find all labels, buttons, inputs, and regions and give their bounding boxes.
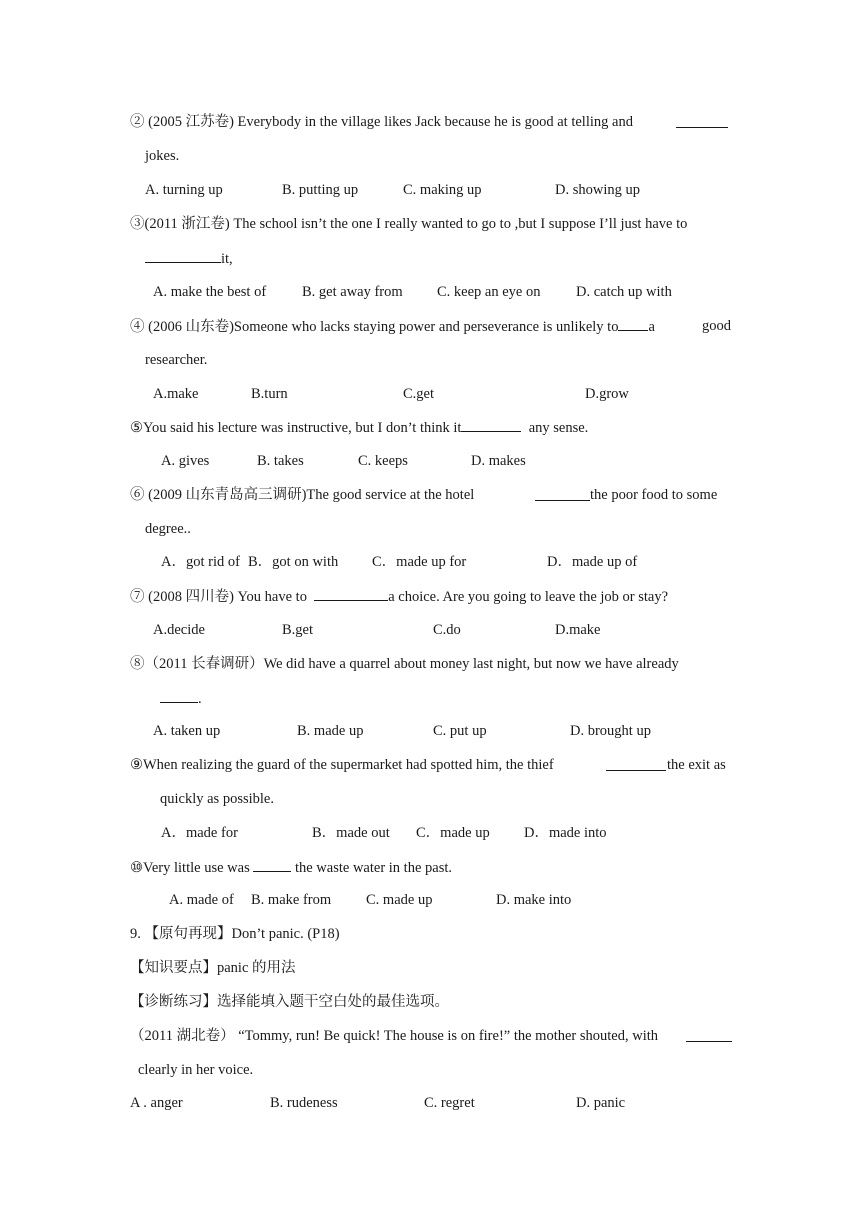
question-3-line1: ③(2011 浙江卷) The school isn’t the one I really wanted to go to ,but I suppose I’ll just have to [130,216,688,232]
option-d: D．made into [524,825,607,841]
option-b: B．got on with [248,554,339,570]
option-b: B.turn [251,386,288,402]
option-c: C. put up [433,723,487,739]
option-c: C. regret [424,1095,475,1111]
question-9-line1-start: ⑨When realizing the guard of the supermarket had spotted him, the thief [130,757,554,773]
question-text: . [198,691,202,707]
question-4-line1 [130,316,655,337]
option-a: A.make [153,386,199,402]
option-b: B. make from [251,892,332,908]
answer-blank [686,1027,732,1042]
option-a: A. gives [161,453,210,469]
practice-instruction: 【诊断练习】选择能填入题干空白处的最佳选项。 [130,994,449,1010]
question-6-line2: degree.. [145,521,191,537]
option-c: C.do [433,622,461,638]
option-d: D．made up of [547,554,638,570]
option-d: D. showing up [555,182,640,198]
question-text: ④ (2006 山东卷)Someone who lacks staying power and perseverance is unlikely to [130,319,619,335]
option-b: B．made out [312,825,390,841]
question-2-line2: jokes. [145,148,180,164]
question-text: ⑤You said his lecture was instructive, but I don’t think it [130,420,462,436]
question-10-line1 [130,857,452,878]
question-3-line2 [145,248,233,269]
question-7-line1 [130,586,668,607]
question-8-line1: ⑧（2011 长春调研）We did have a quarrel about money last night, but now we have already [130,656,679,672]
option-b: B. get away from [302,284,403,300]
question-4-line1-end: good [702,318,731,334]
question-text: ⑩Very little use was [130,860,250,876]
answer-blank [618,316,648,331]
option-b: B. putting up [282,182,359,198]
answer-blank [145,248,221,263]
option-a: A．got rid of [161,554,240,570]
option-b: B. takes [257,453,304,469]
option-a: A.decide [153,622,205,638]
option-c: C. keep an eye on [437,284,541,300]
question-text: it, [221,251,233,267]
option-d: D. catch up with [576,284,672,300]
option-a: A．made for [161,825,238,841]
answer-blank [314,586,388,601]
question-6-line1-start: ⑥ (2009 山东青岛高三调研)The good service at the hotel [130,487,475,503]
option-d: D.make [555,622,601,638]
answer-blank [160,688,198,703]
question-text: any sense. [528,420,589,436]
practice-question-line2: clearly in her voice. [138,1062,254,1078]
option-d: D. make into [496,892,572,908]
question-5-line1 [130,417,588,438]
question-2-line1 [130,112,633,132]
question-text: ② (2005 江苏卷) Everybody in the village likes Jack because he is good at telling and [130,114,633,130]
option-d: D. makes [471,453,526,469]
question-6-line1-end: the poor food to some [590,487,718,503]
option-b: B.get [282,622,314,638]
answer-blank [461,417,521,432]
option-a: A. turning up [145,182,223,198]
option-a: A. taken up [153,723,221,739]
option-c: C. made up [366,892,433,908]
option-c: C. making up [403,182,482,198]
answer-blank [606,756,666,771]
option-d: D. panic [576,1095,626,1111]
answer-blank [676,113,728,128]
knowledge-point: 【知识要点】panic 的用法 [130,960,296,976]
option-c: C. keeps [358,453,408,469]
option-c: C.get [403,386,435,402]
option-a: A. make the best of [153,284,267,300]
question-text: ⑦ (2008 四川卷) You have to [130,589,307,605]
option-d: D.grow [585,386,629,402]
question-9-line1-end: the exit as [667,757,726,773]
answer-blank [253,857,291,872]
answer-blank [535,486,590,501]
option-a: A. made of [169,892,234,908]
question-9-line2: quickly as possible. [160,791,274,807]
question-text: a choice. Are you going to leave the job or stay? [388,589,669,605]
question-8-line2 [160,688,202,709]
question-text: a [648,319,655,335]
question-text: the waste water in the past. [294,860,452,876]
practice-question-line1: （2011 湖北卷） “Tommy, run! Be quick! The house is on fire!” the mother shouted, with [130,1028,659,1044]
option-c: C．made up for [372,554,467,570]
option-b: B. made up [297,723,364,739]
question-4-line2: researcher. [145,352,208,368]
option-a: A . anger [130,1095,183,1111]
section-heading: 9. 【原句再现】Don’t panic. (P18) [130,926,340,942]
option-d: D. brought up [570,723,651,739]
option-c: C．made up [416,825,490,841]
option-b: B. rudeness [270,1095,338,1111]
